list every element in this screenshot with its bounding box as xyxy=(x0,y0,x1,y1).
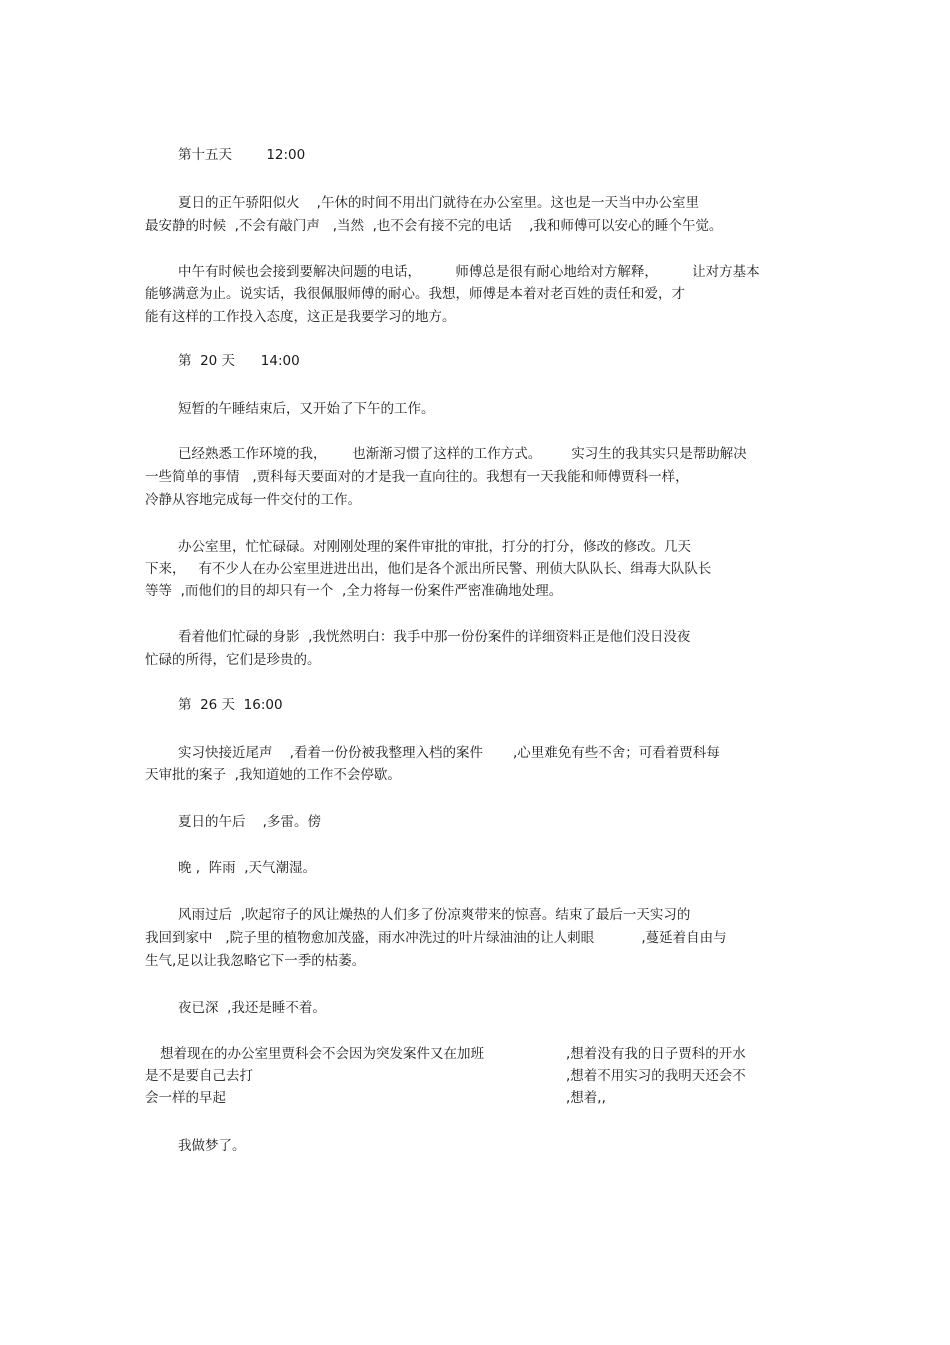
paragraph-line: 能有这样的工作投入态度，这正是我要学习的地方。 xyxy=(145,309,456,325)
paragraph-line: 忙碌的所得，它们是珍贵的。 xyxy=(145,652,321,668)
paragraph-line: 冷静从容地完成每一件交付的工作。 xyxy=(145,492,361,508)
paragraph-line: 已经熟悉工作环境的我， 也渐渐习惯了这样的工作方式。 实习生的我其实只是帮助解决 xyxy=(178,446,747,462)
paragraph-line: 会一样的早起 xyxy=(145,1090,226,1106)
paragraph-line: 等等 ,而他们的目的却只有一个 ,全力将每一份案件严密准确地处理。 xyxy=(145,583,563,599)
paragraph-line: 我回到家中 ,院子里的植物愈加茂盛，雨水冲洗过的叶片绿油油的让人刺眼 ,蔓延着自由与 xyxy=(145,930,727,946)
paragraph-line: 能够满意为止。说实话，我很佩服师傅的耐心。我想，师傅是本着对老百姓的责任和爱，才 xyxy=(145,286,685,302)
right-column-line: ,想着不用实习的我明天还会不 xyxy=(566,1068,746,1084)
entry-heading-day-20: 第 20 天 14:00 xyxy=(178,353,300,369)
paragraph-line: 一些简单的事情 ,贾科每天要面对的才是我一直向往的。我想有一天我能和师傅贾科一样， xyxy=(145,469,689,485)
paragraph-line: 想着现在的办公室里贾科会不会因为突发案件又在加班 xyxy=(160,1046,484,1062)
paragraph-line: 生气,足以让我忽略它下一季的枯萎。 xyxy=(145,953,366,969)
paragraph-line: 天审批的案子 ,我知道她的工作不会停歇。 xyxy=(145,767,401,783)
paragraph-line: 办公室里，忙忙碌碌。对刚刚处理的案件审批的审批，打分的打分，修改的修改。几天 xyxy=(178,539,691,555)
paragraph-line: 夜已深 ,我还是睡不着。 xyxy=(178,1000,326,1016)
paragraph-line: 是不是要自己去打 xyxy=(145,1068,253,1084)
paragraph-line: 夏日的午后 ,多雷。傍 xyxy=(178,814,321,830)
entry-heading-day-15: 第十五天 12:00 xyxy=(178,147,306,163)
paragraph-line: 短暂的午睡结束后，又开始了下午的工作。 xyxy=(178,401,435,417)
paragraph-line: 最安静的时候 ,不会有敲门声 ,当然 ,也不会有接不完的电话 ,我和师傅可以安心的睡个午觉。 xyxy=(145,218,723,234)
paragraph-line: 下来， 有不少人在办公室里进进出出，他们是各个派出所民警、刑侦大队队长、缉毒大队队长 xyxy=(145,561,712,577)
paragraph-line: 看着他们忙碌的身影 ,我恍然明白：我手中那一份份案件的详细资料正是他们没日没夜 xyxy=(178,629,691,645)
paragraph-line: 风雨过后 ,吹起帘子的风让燥热的人们多了份凉爽带来的惊喜。结束了最后一天实习的 xyxy=(178,907,691,923)
right-column-line: ,想着没有我的日子贾科的开水 xyxy=(566,1046,746,1062)
paragraph-line: 夏日的正午骄阳似火 ,午休的时间不用出门就待在办公室里。这也是一天当中办公室里 xyxy=(178,195,699,211)
paragraph-line: 实习快接近尾声 ,看着一份份被我整理入档的案件 ,心里难免有些不舍；可看着贾科每 xyxy=(178,745,720,761)
paragraph-line: 我做梦了。 xyxy=(178,1138,246,1154)
paragraph-line: 中午有时候也会接到要解决问题的电话， 师傅总是很有耐心地给对方解释， 让对方基本 xyxy=(178,264,760,280)
entry-heading-day-26: 第 26 天 16:00 xyxy=(178,697,283,713)
paragraph-line: 晚 , 阵雨 ,天气潮湿。 xyxy=(178,860,317,876)
right-column-line: ,想着,, xyxy=(566,1090,606,1106)
